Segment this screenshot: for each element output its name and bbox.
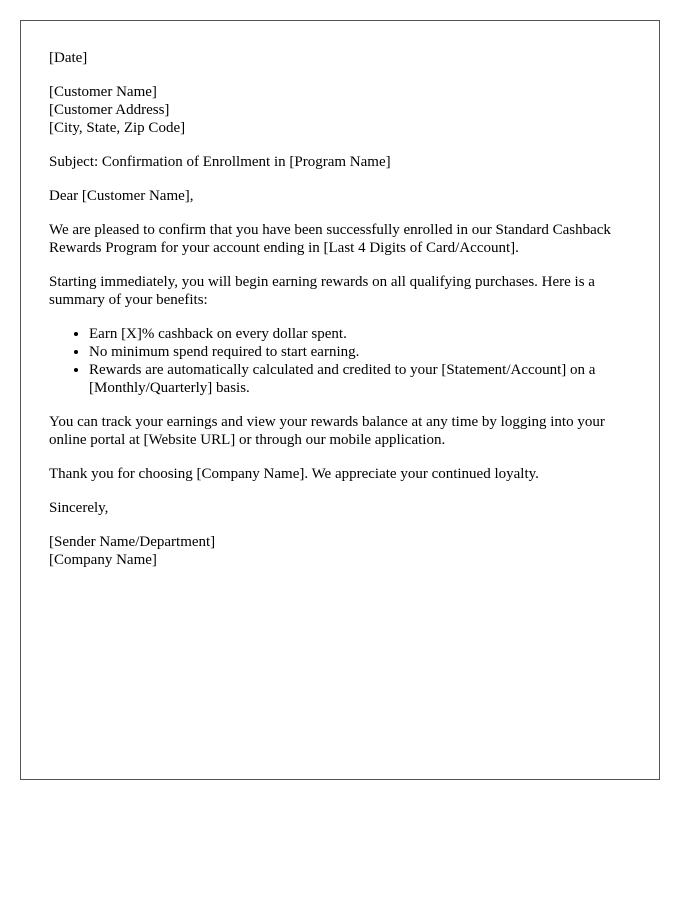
letter-page <box>20 20 660 780</box>
signature-block <box>49 533 631 569</box>
recipient-address: [Customer Address] <box>49 102 170 118</box>
benefit-item-cashback: • Earn [X]% cashback on every dollar spent. <box>89 325 631 343</box>
letter-paragraph-thanks: Thank you for choosing [Company Name]. We appreciate your continued loyalty. <box>49 466 539 482</box>
benefits-list <box>49 325 631 397</box>
recipient-city-state-zip: [City, State, Zip Code] <box>49 120 186 136</box>
signature-company: [Company Name] <box>49 552 157 568</box>
letter-paragraph-benefits-intro: Starting immediately, you will begin earning rewards on all qualifying purchases. Here is a summary of your benefits: <box>49 274 595 308</box>
letter-closing: Sincerely, <box>49 500 109 516</box>
recipient-name: [Customer Name] <box>49 84 157 100</box>
letter-paragraph-enrollment: We are pleased to confirm that you have been successfully enrolled in our Standard Cashback Rewards Program for your account ending in [Last 4 Digits of Card/Account]. <box>49 222 611 256</box>
letter-subject: Subject: Confirmation of Enrollment in [Program Name] <box>49 154 391 170</box>
letter-salutation: Dear [Customer Name], <box>49 188 194 204</box>
signature-sender: [Sender Name/Department] <box>49 534 216 550</box>
benefit-item-auto-credit: • Rewards are automatically calculated and credited to your [Statement/Account] on a [Monthly/Quarterly] basis. <box>89 361 631 397</box>
letter-date: [Date] <box>49 50 88 66</box>
benefit-item-no-minimum: • No minimum spend required to start earning. <box>89 343 631 361</box>
recipient-address-block <box>49 83 631 137</box>
letter-paragraph-tracking: You can track your earnings and view your rewards balance at any time by logging into your online portal at [Website URL] or through our mobile application. <box>49 414 605 448</box>
